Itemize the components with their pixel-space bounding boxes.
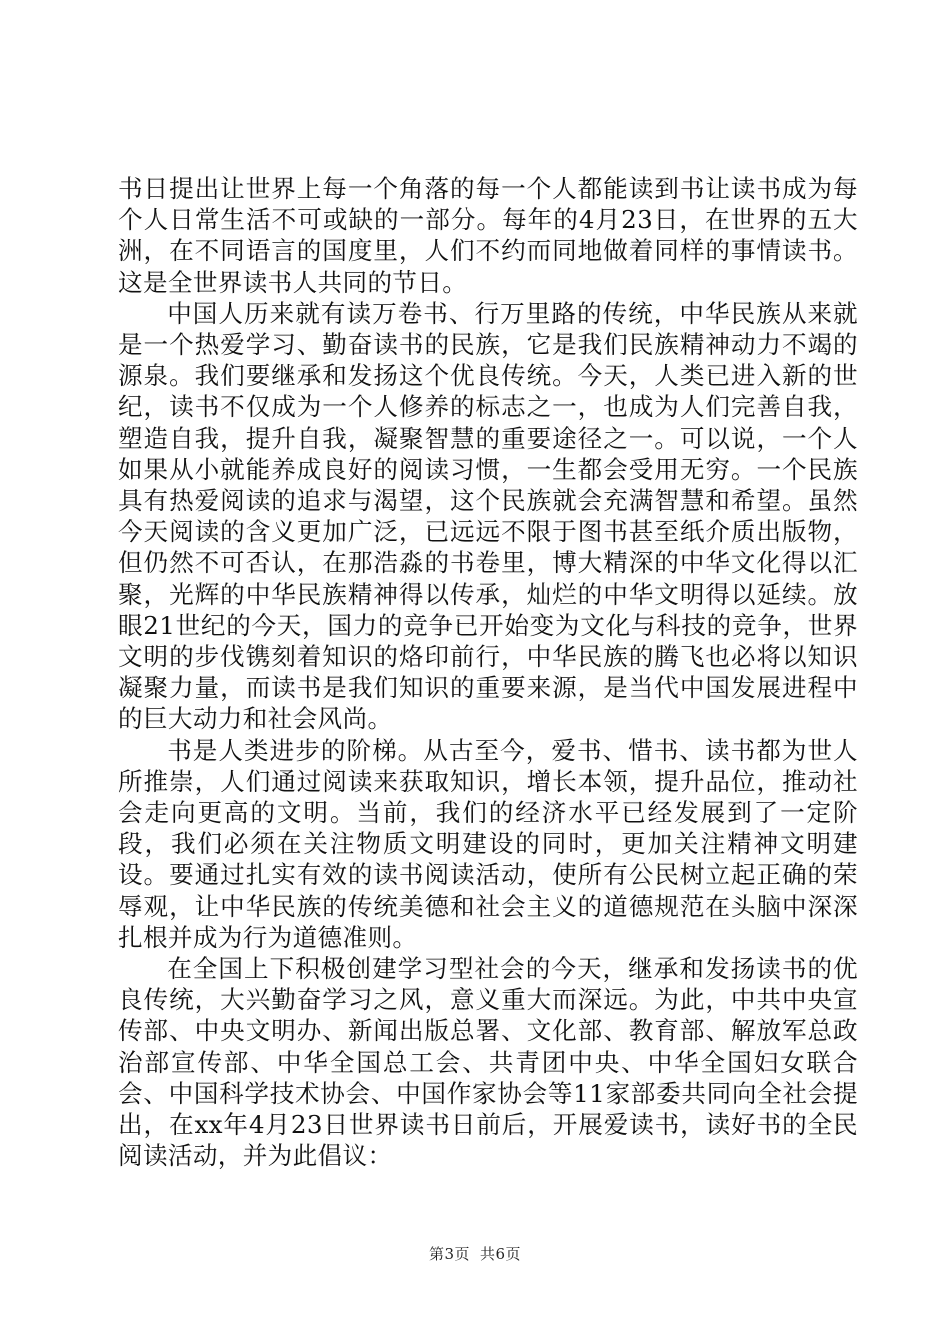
document-body	[118, 173, 858, 1172]
paragraph-4: 在全国上下积极创建学习型社会的今天，继承和发扬读书的优良传统，大兴勤奋学习之风，意义重大而深远。为此，中共中央宣传部、中央文明办、新闻出版总署、文化部、教育部、解放军总政治部宣传部、中华全国总工会、共青团中央、中华全国妇女联合会、中国科学技术协会、中国作家协会等11家部委共同向全社会提出，在xx年4月23日世界读书日前后，开展爱读书，读好书的全民阅读活动，并为此倡议：	[118, 954, 858, 1171]
paragraph-1: 书日提出让世界上每一个角落的每一个人都能读到书让读书成为每个人日常生活不可或缺的一部分。每年的4月23日，在世界的五大洲，在不同语言的国度里，人们不约而同地做着同样的事情读书。这是全世界读书人共同的节日。	[118, 174, 858, 297]
page-footer	[0, 1243, 950, 1264]
page-total: 共6页	[480, 1245, 522, 1263]
page-number: 第3页	[428, 1245, 470, 1263]
paragraph-3: 书是人类进步的阶梯。从古至今，爱书、惜书、读书都为世人所推崇，人们通过阅读来获取知识，增长本领，提升品位，推动社会走向更高的文明。当前，我们的经济水平已经发展到了一定阶段，我们必须在关注物质文明建设的同时，更加关注精神文明建设。要通过扎实有效的读书阅读活动，使所有公民树立起正确的荣辱观，让中华民族的传统美德和社会主义的道德规范在头脑中深深扎根并成为行为道德准则。	[118, 735, 858, 952]
paragraph-2: 中国人历来就有读万卷书、行万里路的传统，中华民族从来就是一个热爱学习、勤奋读书的民族，它是我们民族精神动力不竭的源泉。我们要继承和发扬这个优良传统。今天，人类已进入新的世纪，读书不仅成为一个人修养的标志之一，也成为人们完善自我，塑造自我，提升自我，凝聚智慧的重要途径之一。可以说，一个人如果从小就能养成良好的阅读习惯，一生都会受用无穷。一个民族具有热爱阅读的追求与渴望，这个民族就会充满智慧和希望。虽然今天阅读的含义更加广泛，已远远不限于图书甚至纸介质出版物，但仍然不可否认，在那浩淼的书卷里，博大精深的中华文化得以汇聚，光辉的中华民族精神得以传承，灿烂的中华文明得以延续。放眼21世纪的今天，国力的竞争已开始变为文化与科技的竞争，世界文明的步伐镌刻着知识的烙印前行，中华民族的腾飞也必将以知识凝聚力量，而读书是我们知识的重要来源，是当代中国发展进程中的巨大动力和社会风尚。	[118, 298, 858, 734]
